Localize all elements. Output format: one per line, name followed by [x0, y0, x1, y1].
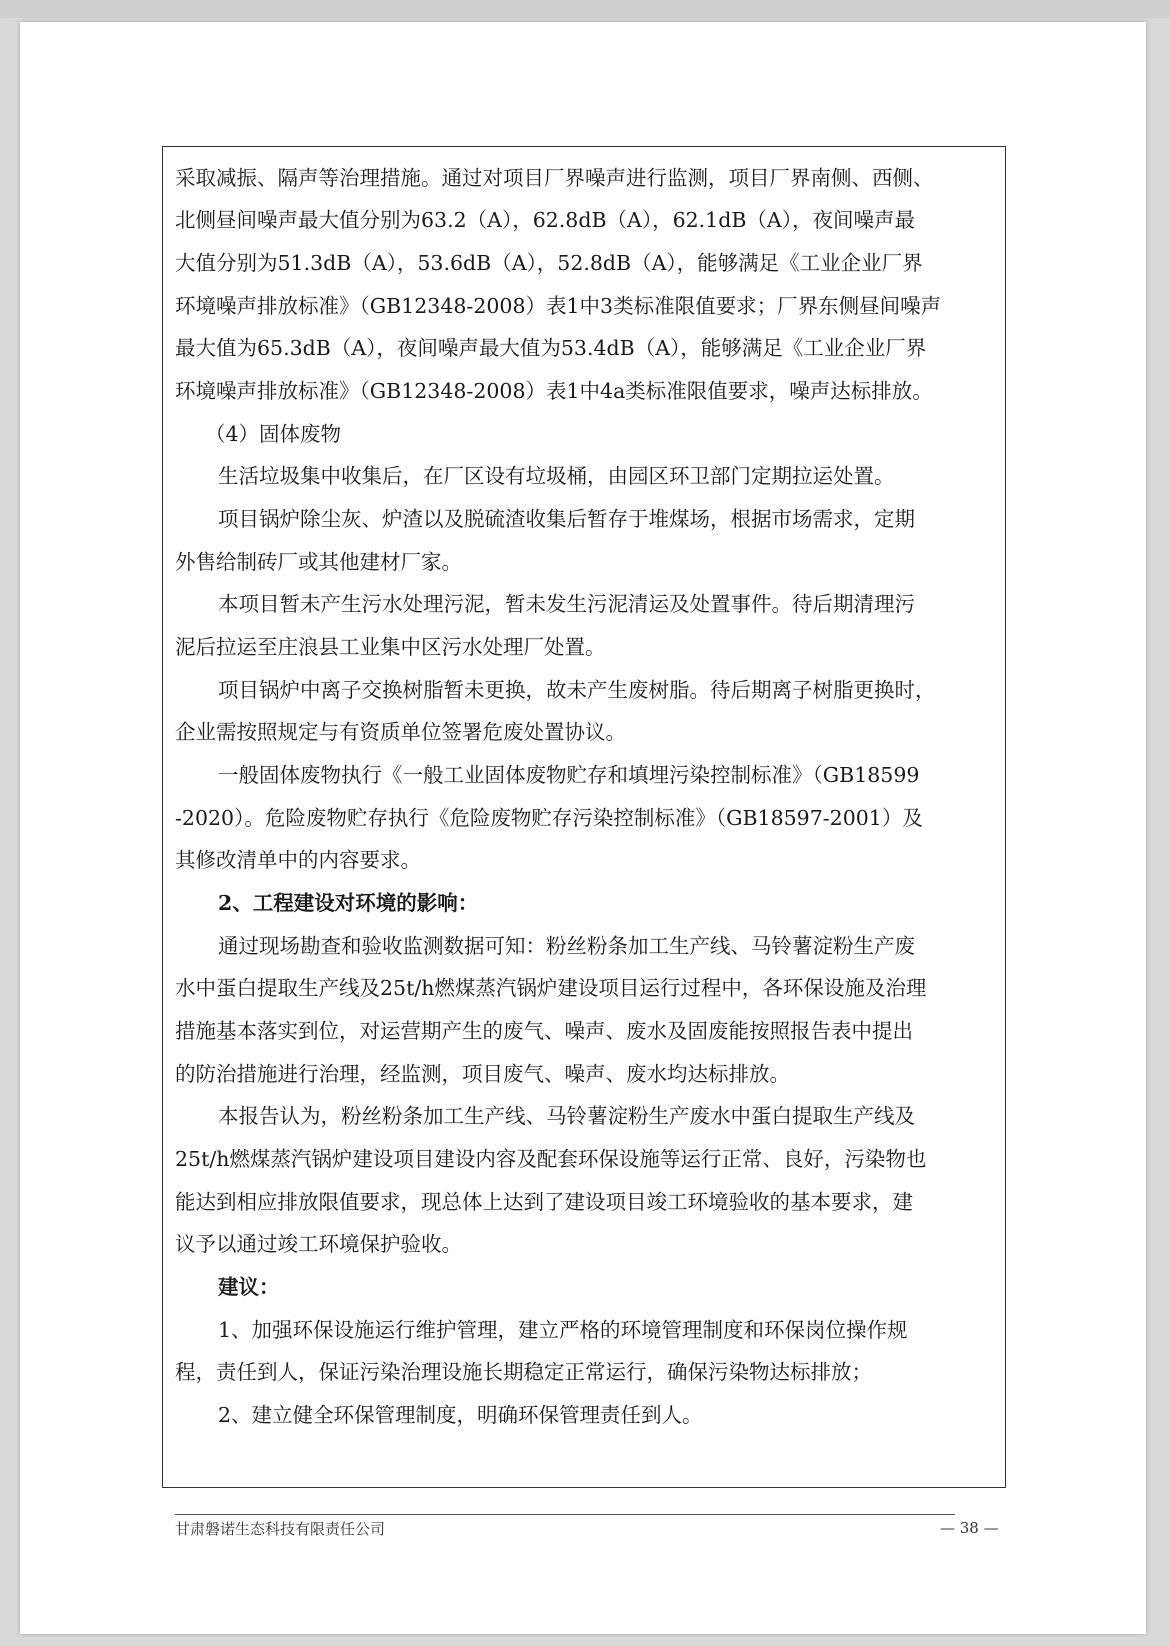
- text-line: 最大值为65.3dB（A），夜间噪声最大值为53.4dB（A），能够满足《工业企业厂界: [175, 336, 927, 360]
- text-line: 2、建立健全环保管理制度，明确环保管理责任到人。: [218, 1403, 703, 1427]
- text-line: 项目锅炉中离子交换树脂暂未更换，故未产生废树脂。待后期离子树脂更换时，: [218, 678, 936, 702]
- text-line: 项目锅炉除尘灰、炉渣以及脱硫渣收集后暂存于堆煤场，根据市场需求，定期: [218, 507, 915, 531]
- text-line: 措施基本落实到位，对运营期产生的废气、噪声、废水及固废能按照报告表中提出: [175, 1019, 913, 1043]
- text-line: 1、加强环保设施运行维护管理，建立严格的环境管理制度和环保岗位操作规: [218, 1318, 908, 1342]
- text-line: 一般固体废物执行《一般工业固体废物贮存和填埋污染控制标准》（GB18599: [218, 763, 920, 787]
- text-line: 本项目暂未产生污水处理污泥，暂未发生污泥清运及处置事件。待后期清理污: [218, 592, 915, 616]
- page-number: — 38 —: [940, 1519, 999, 1537]
- text-line: 其修改清单中的内容要求。: [175, 848, 421, 872]
- text-line: 企业需按照规定与有资质单位签署危废处置协议。: [175, 720, 626, 744]
- text-line: 能达到相应排放限值要求，现总体上达到了建设项目竣工环境验收的基本要求，建: [175, 1190, 913, 1214]
- top-bar: [0, 0, 1170, 18]
- text-line: 大值分别为51.3dB（A），53.6dB（A），52.8dB（A），能够满足《工业企业厂界: [175, 251, 923, 275]
- footer-company: 甘肃磐诺生态科技有限责任公司: [175, 1520, 386, 1538]
- text-line: 议予以通过竣工环境保护验收。: [175, 1232, 462, 1256]
- text-line: 外售给制砖厂或其他建材厂家。: [175, 550, 462, 574]
- text-line: 采取减振、隔声等治理措施。通过对项目厂界噪声进行监测，项目厂界南侧、西侧、: [175, 166, 934, 190]
- text-line: 通过现场勘查和验收监测数据可知：粉丝粉条加工生产线、马铃薯淀粉生产废: [218, 934, 915, 958]
- section-heading: 2、工程建设对环境的影响：: [218, 891, 479, 915]
- text-line: 本报告认为，粉丝粉条加工生产线、马铃薯淀粉生产废水中蛋白提取生产线及: [218, 1104, 915, 1128]
- text-line: 程，责任到人，保证污染治理设施长期稳定正常运行，确保污染物达标排放；: [175, 1360, 872, 1384]
- text-line: 北侧昼间噪声最大值分别为63.2（A），62.8dB（A），62.1dB（A），夜间噪声最: [175, 208, 915, 232]
- text-line: 泥后拉运至庄浪县工业集中区污水处理厂处置。: [175, 635, 606, 659]
- text-line: 环境噪声排放标准》（GB12348-2008）表1中3类标准限值要求；厂界东侧昼间噪声: [175, 294, 942, 318]
- text-line: 环境噪声排放标准》（GB12348-2008）表1中4a类标准限值要求，噪声达标排放。: [175, 379, 933, 403]
- text-line: 的防治措施进行治理，经监测，项目废气、噪声、废水均达标排放。: [175, 1062, 790, 1086]
- section-heading: （4）固体废物: [205, 422, 342, 446]
- section-heading: 建议：: [218, 1275, 280, 1299]
- document-page: [20, 22, 1146, 1634]
- text-line: 水中蛋白提取生产线及25t/h燃煤蒸汽锅炉建设项目运行过程中，各环保设施及治理: [175, 976, 927, 1000]
- text-line: 生活垃圾集中收集后，在厂区设有垃圾桶，由园区环卫部门定期拉运处置。: [218, 464, 895, 488]
- text-line: -2020）。危险废物贮存执行《危险废物贮存污染控制标准》（GB18597-2001）及: [175, 806, 923, 830]
- text-line: 25t/h燃煤蒸汽锅炉建设项目建设内容及配套环保设施等运行正常、良好，污染物也: [175, 1147, 927, 1171]
- footer-divider: [175, 1514, 955, 1515]
